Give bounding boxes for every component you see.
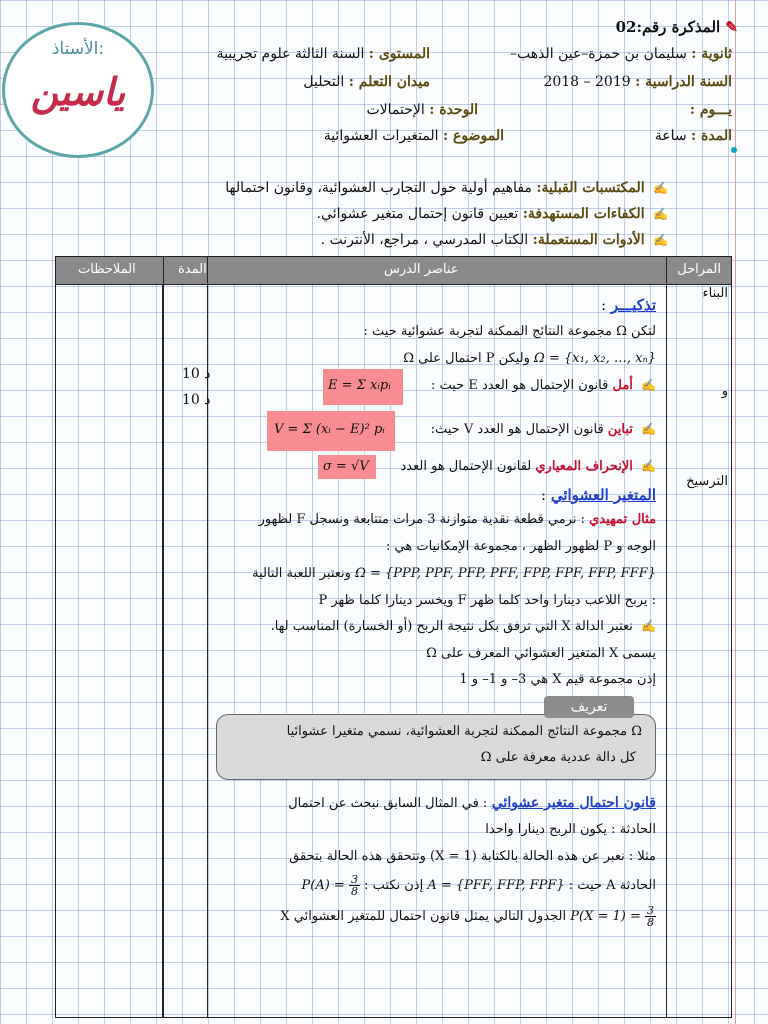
fraction-numerator: 3 [350, 873, 358, 886]
duration-2: 10 د [182, 392, 211, 408]
col-divider [163, 257, 164, 1017]
lesson-line-1: لتكن Ω مجموعة النتائج الممكنة لتجربة عشوائية حيث : [363, 324, 656, 339]
prereq-label-2: الكفاءات المستهدفة: [522, 206, 645, 222]
fraction-denominator: 8 [350, 885, 358, 898]
prereq-line-3 [321, 232, 668, 248]
lesson-line-2-text: وليكن P احتمال على Ω [403, 351, 530, 366]
omega-outcomes-math: Ω = {PPP, PPF, PFP, PFF, FPP, FPF, FFP, FFF} [355, 566, 656, 581]
sd-line [401, 459, 656, 474]
law-line-3: مثلا : نعبر عن هذه الحالة بالكتابة (X = 1) وتتحقق هذه الحالة بتحقق [289, 849, 656, 864]
pencil-icon: ✍ [641, 459, 656, 473]
mean-label: أمل [612, 378, 633, 393]
year-label: السنة الدراسية : [635, 74, 732, 90]
law-title-line [288, 795, 656, 811]
mean-formula: E = Σ xᵢpᵢ [328, 378, 391, 393]
year-line [543, 74, 732, 90]
prereq-line-1 [225, 180, 668, 196]
stage-build: البناء [702, 286, 728, 301]
prereq-text-1: مفاهيم أولية حول التجارب العشوائية، وقانون احتمالها [225, 180, 532, 196]
pa-expression [301, 873, 360, 898]
header-notes: الملاحظات [78, 262, 136, 277]
px1-label: P(X = 1) = [570, 909, 641, 924]
example-text-1: : نرمي قطعة نقدية متوازنة 3 مرات متتابعة ونسجل F لظهور [258, 512, 585, 527]
school-line [510, 46, 732, 62]
pencil-icon: ✍ [653, 207, 668, 221]
prereq-text-3: الكتاب المدرسي ، مراجع، الأنترنت . [320, 232, 529, 248]
law-text-4c: إذن نكتب : [364, 878, 424, 893]
header-stages: المراحل [677, 262, 721, 277]
law-title: قانون احتمال متغير عشوائي [491, 795, 656, 811]
pencil-icon: ✍ [653, 181, 668, 195]
memo-number-text: المذكرة رقم:02 [615, 18, 721, 36]
day-line [690, 102, 732, 118]
lesson-line-2 [403, 351, 656, 366]
reminder-title: تذكيـــر [610, 296, 656, 314]
prereq-line-2 [317, 206, 668, 222]
field-value: التحليل [303, 74, 345, 90]
topic-line [324, 128, 504, 144]
definition-line-2: كل دالة عددية معرفة على Ω [480, 750, 636, 765]
rv-title-line: المتغير العشوائي : [541, 486, 656, 504]
law-line-4 [302, 874, 656, 897]
field-label: ميدان التعلم : [348, 74, 430, 90]
year-value: 2019 – 2018 [543, 74, 631, 90]
reminder-title-line: تذكيـــر : [600, 296, 656, 314]
pa-label: P(A) = [301, 878, 345, 893]
bullet-dot [731, 147, 737, 153]
stage-and: و [721, 384, 728, 399]
example-line-3 [252, 566, 656, 581]
unit-line [366, 102, 478, 118]
duration-value: ساعة [654, 128, 687, 144]
example-line-5 [271, 619, 656, 634]
pencil-icon: ✍ [641, 378, 656, 392]
unit-value: الإحتمالات [366, 102, 425, 118]
level-line [217, 46, 430, 62]
law-line-2: الحادثة : يكون الربح دينارا واحدا [485, 822, 656, 837]
topic-label: الموضوع : [443, 128, 504, 144]
pencil-icon: ✍ [641, 619, 656, 633]
fraction-3-8 [349, 874, 360, 897]
definition-tag: تعريف [544, 696, 634, 718]
pencil-icon: ✍ [641, 422, 656, 436]
sd-text: لقانون الإحتمال هو العدد [400, 459, 532, 474]
level-value: السنة الثالثة علوم تجريبية [216, 46, 365, 62]
variance-formula: V = Σ (xᵢ − E)² pᵢ [274, 422, 385, 437]
example-line-7: إذن مجموعة قيم X هي 3– و 1– و 1 [459, 672, 656, 687]
example-line-6: يسمى X المتغير العشوائي المعرف على Ω [426, 646, 656, 661]
px1-expression [570, 904, 656, 929]
example-text-3: ونعتبر اللعبة التالية [252, 566, 351, 581]
prereq-label-3: الأدوات المستعملة: [532, 232, 645, 248]
school-value: سليمان بن حمزة–عين الذهب– [509, 46, 687, 62]
variance-text: قانون الإحتمال هو العدد V حيث: [430, 422, 604, 437]
header-duration: المدة [178, 262, 207, 277]
law-line-5 [280, 905, 656, 928]
pencil-icon: ✍ [653, 233, 668, 247]
field-line [303, 74, 430, 90]
duration-line [655, 128, 732, 144]
event-a-math: A = {PFF, FFP, FPF} [427, 878, 565, 893]
topic-value: المتغيرات العشوائية [323, 128, 439, 144]
variance-line [431, 422, 656, 437]
row-divider [55, 284, 730, 285]
col-divider [666, 257, 667, 1017]
definition-line-1: Ω مجموعة النتائج الممكنة لتجربة العشوائية، نسمي متغيرا عشوائيا [286, 724, 642, 739]
law-text-5b: الجدول التالي يمثل قانون احتمال للمتغير العشوائي X [280, 909, 567, 924]
law-text-4a: الحادثة A حيث : [568, 878, 656, 893]
page-margin-line [735, 0, 736, 1024]
fraction-3-8 [645, 905, 656, 928]
duration-1: 10 د [182, 366, 211, 382]
school-label: ثانوية : [691, 46, 732, 62]
fraction-denominator: 8 [647, 916, 654, 929]
mean-line [431, 378, 656, 393]
logo-name: ياسين [30, 69, 126, 114]
sd-label: الإنحراف المعياري [535, 459, 633, 474]
duration-label: المدة : [691, 128, 732, 144]
header-elements: عناصر الدرس [384, 262, 459, 277]
day-label: يـــوم : [689, 102, 732, 118]
example-line-2: الوجه و P لظهور الظهر ، مجموعة الإمكانيات هي : [386, 539, 656, 554]
fraction-numerator: 3 [647, 904, 654, 917]
level-label: المستوى : [368, 46, 430, 62]
table-header [56, 257, 731, 285]
example-text-5: نعتبر الدالة X التي ترفق بكل نتيجة الربح (أو الخسارة) المناسب لها. [270, 619, 633, 634]
sd-formula: σ = √V [323, 459, 369, 474]
rv-title: المتغير العشوائي [550, 486, 656, 504]
variance-label: تباين [607, 422, 633, 437]
teacher-logo [2, 22, 154, 158]
example-line-1 [259, 512, 656, 527]
example-line-4: : يربح اللاعب دينارا واحد كلما ظهر F ويخسر دينارا كلما ظهر P [318, 593, 656, 608]
example-label: مثال تمهيدي [589, 512, 656, 527]
omega-set-math: Ω = {x₁, x₂, …, xₙ} [534, 351, 656, 366]
logo-title: الأستاذ: [51, 39, 105, 59]
law-text-1: : في المثال السابق نبحث عن احتمال [288, 796, 488, 811]
memo-number [616, 18, 738, 36]
prereq-label-1: المكتسبات القبلية: [536, 180, 645, 196]
stage-consolidation: الترسيخ [686, 474, 728, 489]
unit-label: الوحدة : [429, 102, 478, 118]
pencil-icon: ✎ [725, 18, 738, 36]
prereq-text-2: تعيين قانون إحتمال متغير عشوائي. [316, 206, 519, 222]
mean-text: قانون الإحتمال هو العدد E حيث : [430, 378, 609, 393]
